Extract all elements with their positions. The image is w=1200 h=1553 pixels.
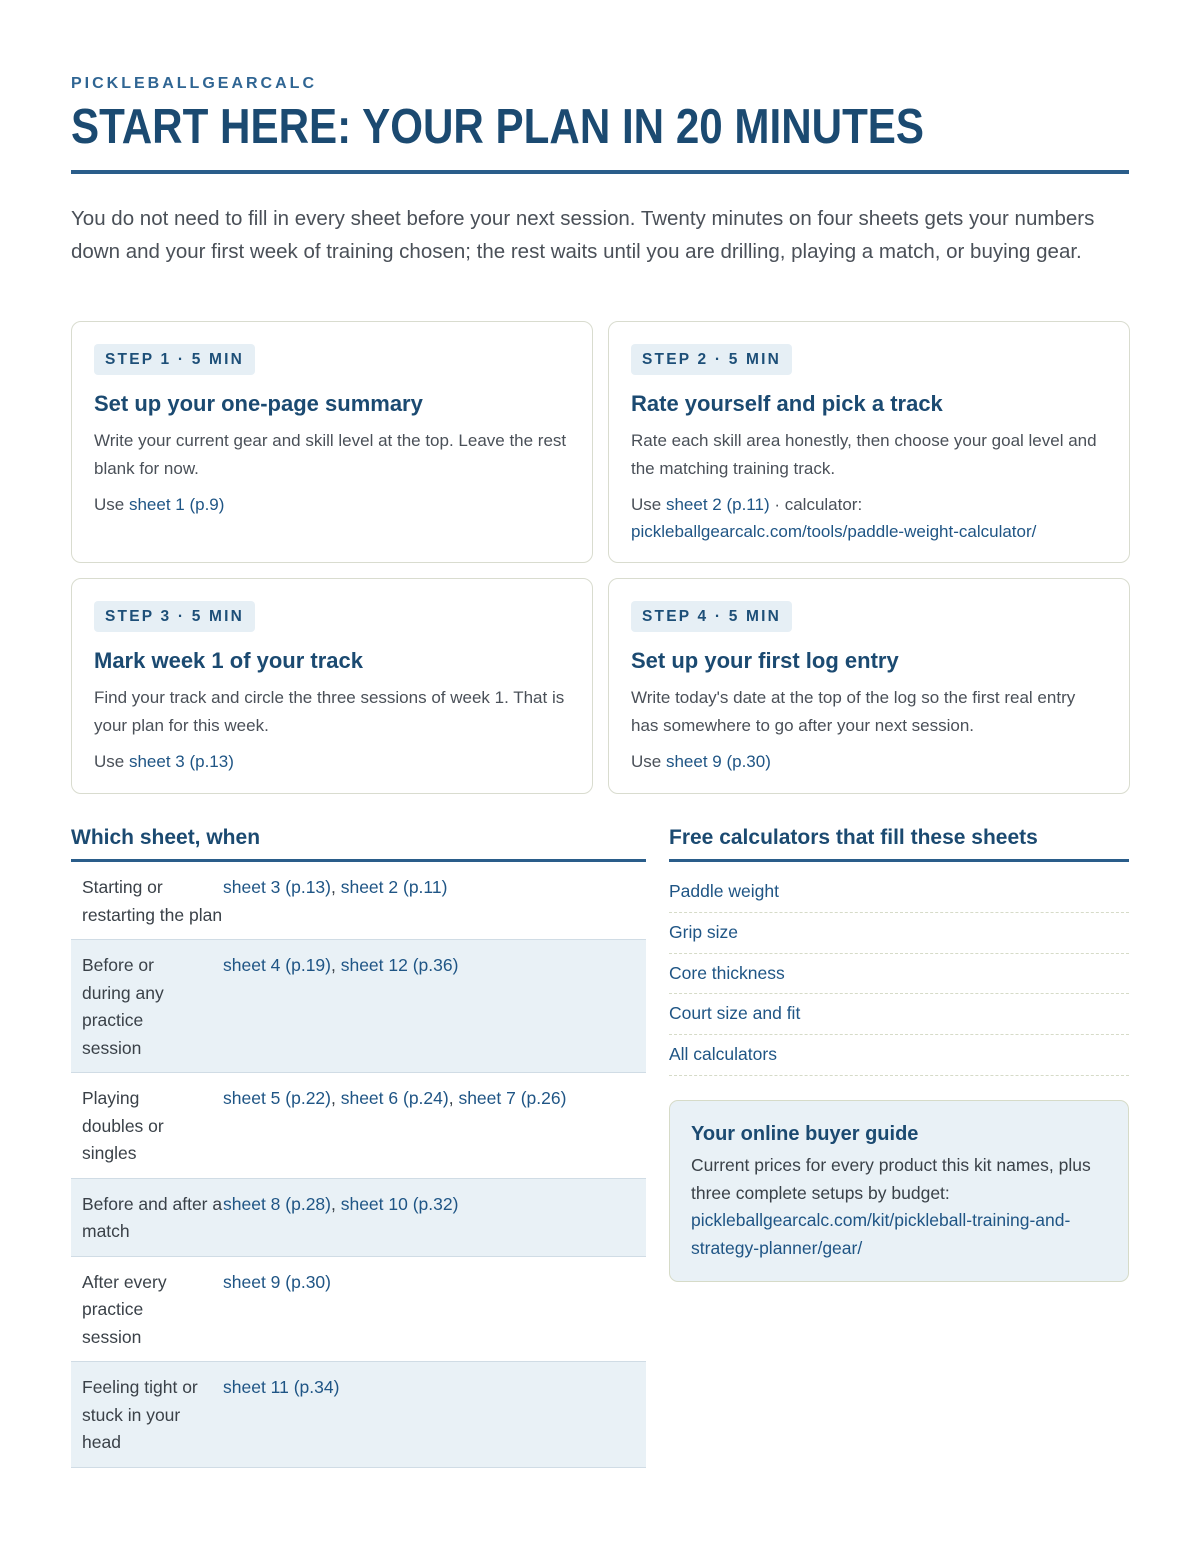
use-prefix: Use <box>94 752 129 771</box>
sheet-link[interactable]: sheet 10 (p.32) <box>340 1193 459 1214</box>
row-when: Playing doubles or singles <box>82 1088 164 1163</box>
step-card-3 <box>71 578 593 794</box>
sheet-link[interactable]: sheet 9 (p.30) <box>223 1271 331 1292</box>
row-sheets <box>223 1269 646 1352</box>
step-description: Write today's date at the top of the log so the first real entry has somewhere to go after your next session. <box>631 688 1076 735</box>
row-when: After every practice session <box>82 1271 167 1347</box>
step-badge: STEP 2 · 5 MIN <box>631 344 792 375</box>
step-use-line <box>94 491 570 518</box>
calculator-link-core-thickness[interactable]: Core thickness <box>669 954 1129 995</box>
calculator-link-court-size[interactable]: Court size and fit <box>669 994 1129 1035</box>
use-prefix: Use <box>94 495 129 514</box>
row-sheets: sheet 3 (p.13), sheet 2 (p.11) <box>223 877 448 897</box>
step-title: Rate yourself and pick a track <box>631 391 943 416</box>
step-card-4 <box>608 578 1130 794</box>
table-row <box>71 1257 646 1363</box>
step-use-line <box>94 748 570 775</box>
sheet-link[interactable]: sheet 12 (p.36) <box>340 955 459 975</box>
step-badge: STEP 3 · 5 MIN <box>94 601 255 632</box>
row-when: Before or during any practice session <box>82 955 164 1058</box>
which-sheet-heading: Which sheet, when <box>71 826 261 849</box>
row-when: Feeling tight or stuck in your head <box>82 1377 198 1452</box>
brand-label: PICKLEBALLGEARCALC <box>71 75 317 92</box>
step-description: Find your track and circle the three sessions of week 1. That is your plan for this week. <box>94 688 565 735</box>
step-description: Write your current gear and skill level at the top. Leave the rest blank for now. <box>94 431 567 478</box>
row-when: Starting or restarting the plan <box>82 877 223 925</box>
row-when: Before and after a match <box>82 1193 223 1241</box>
sheet-link[interactable]: sheet 2 (p.11) <box>340 877 448 897</box>
row-sheets: sheet 8 (p.28), sheet 10 (p.32) <box>223 1193 459 1214</box>
sheet-link[interactable]: sheet 3 (p.13) <box>223 877 331 897</box>
step-badge: STEP 4 · 5 MIN <box>631 601 792 632</box>
use-prefix: Use <box>631 752 666 771</box>
step-title: Set up your first log entry <box>631 648 899 673</box>
buyer-guide-box <box>669 1100 1129 1282</box>
sheet-link[interactable]: sheet 7 (p.26) <box>458 1088 567 1108</box>
step-description: Rate each skill area honestly, then choose your goal level and the matching training track. <box>631 431 1097 478</box>
sheet-link[interactable]: sheet 4 (p.19) <box>223 955 331 975</box>
calculator-link[interactable]: pickleballgearcalc.com/tools/paddle-weight-calculator/ <box>631 522 1037 541</box>
intro-paragraph: You do not need to fill in every sheet before your next session. Twenty minutes on four sheets gets your numbers down and your first week of training chosen; the rest waits until you are drilling, playing a match, or buying gear. <box>71 207 1095 263</box>
use-prefix: Use <box>631 495 666 514</box>
calculators-divider <box>669 859 1129 862</box>
buyer-guide-title: Your online buyer guide <box>691 1123 919 1145</box>
calculator-link-paddle-weight[interactable]: Paddle weight <box>669 872 1129 913</box>
table-row <box>71 1179 646 1257</box>
table-row <box>71 1073 646 1179</box>
row-sheets <box>223 1374 646 1457</box>
table-row <box>71 940 646 1073</box>
sheet-link[interactable]: sheet 2 (p.11) <box>665 495 770 514</box>
title-divider <box>71 170 1129 174</box>
calculator-list <box>669 872 1129 1076</box>
sheet-link[interactable]: sheet 3 (p.13) <box>128 752 234 771</box>
sheet-link[interactable]: sheet 1 (p.9) <box>128 495 225 514</box>
step-badge: STEP 1 · 5 MIN <box>94 344 255 375</box>
which-sheet-table <box>71 862 646 1468</box>
sheet-link[interactable]: sheet 8 (p.28) <box>223 1193 331 1214</box>
buyer-guide-text <box>691 1152 1107 1262</box>
sheet-link[interactable]: sheet 9 (p.30) <box>665 752 771 771</box>
sheet-link[interactable]: sheet 5 (p.22) <box>223 1088 331 1108</box>
step-title: Set up your one-page summary <box>94 391 423 416</box>
step-card-2 <box>608 321 1130 563</box>
row-sheets: sheet 5 (p.22), sheet 6 (p.24), sheet 7 (p.26) <box>223 1088 567 1108</box>
step-use-line <box>631 491 1107 545</box>
step-title: Mark week 1 of your track <box>94 648 364 673</box>
step-use-line <box>631 748 1107 775</box>
table-row <box>71 862 646 940</box>
page-title: START HERE: YOUR PLAN IN 20 MINUTES <box>71 100 925 154</box>
row-sheets: sheet 4 (p.19), sheet 12 (p.36) <box>223 955 459 975</box>
step-card-1 <box>71 321 593 563</box>
buyer-guide-link[interactable]: pickleballgearcalc.com/kit/pickleball-training-and-strategy-planner/gear/ <box>691 1210 1071 1258</box>
sheet-link[interactable]: sheet 11 (p.34) <box>223 1377 340 1397</box>
calculators-heading: Free calculators that fill these sheets <box>669 826 1038 849</box>
calculator-link-grip-size[interactable]: Grip size <box>669 913 1129 954</box>
buyer-guide-description: Current prices for every product this kit names, plus three complete setups by budget: <box>691 1155 1091 1203</box>
table-row <box>71 1362 646 1468</box>
calculator-link-all[interactable]: All calculators <box>669 1035 1129 1076</box>
calculator-prefix: · calculator: <box>769 495 863 514</box>
sheet-link[interactable]: sheet 6 (p.24) <box>340 1088 449 1108</box>
